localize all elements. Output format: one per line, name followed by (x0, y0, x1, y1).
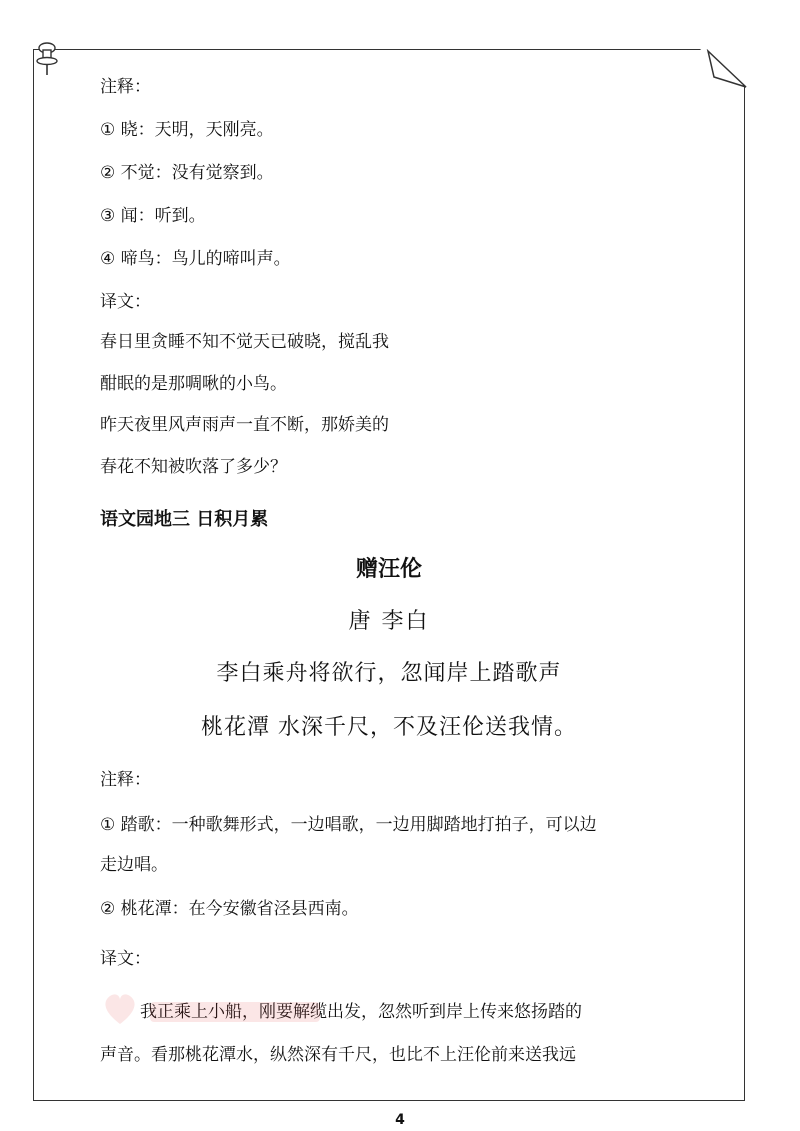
note-item: ① 踏歌：一种歌舞形式，一边唱歌，一边用脚踏地打拍子，可以边 (100, 815, 597, 835)
poem-title: 赠汪伦 (355, 557, 422, 582)
poem-author: 唐 李白 (348, 609, 430, 634)
translation-line: 春日里贪睡不知不觉天已破晓，搅乱我 (100, 332, 389, 352)
note-item: ③ 闻：听到。 (100, 206, 206, 226)
translation-line: 我正乘上小船，刚要解缆出发，忽然听到岸上传来悠扬踏的 (140, 1002, 582, 1022)
notes-label: 注释： (100, 77, 151, 97)
pushpin-icon (34, 40, 60, 76)
translation-line: 昨天夜里风声雨声一直不断，那娇美的 (100, 415, 389, 435)
translation-label: 译文： (100, 292, 151, 312)
translation-line: 酣眠的是那啁啾的小鸟。 (100, 374, 287, 394)
note-item: ① 晓：天明，天刚亮。 (100, 120, 274, 140)
note-item: ④ 啼鸟：鸟儿的啼叫声。 (100, 249, 291, 269)
notes-label: 注释： (100, 770, 151, 790)
note-item: ② 桃花潭：在今安徽省泾县西南。 (100, 899, 359, 919)
poem-line: 桃花潭 水深千尺，不及汪伦送我情。 (201, 715, 577, 740)
note-item-continued: 走边唱。 (100, 855, 168, 875)
folded-corner (700, 49, 748, 97)
section-title: 语文园地三 日积月累 (100, 509, 269, 530)
page-number: 4 (395, 1112, 405, 1128)
translation-line: 声音。看那桃花潭水，纵然深有千尺，也比不上汪伦前来送我远 (100, 1045, 576, 1065)
poem-line: 李白乘舟将欲行，忽闻岸上踏歌声 (216, 661, 562, 686)
note-item: ② 不觉：没有觉察到。 (100, 163, 274, 183)
translation-line: 春花不知被吹落了多少？ (100, 457, 287, 477)
translation-label: 译文： (100, 949, 151, 969)
watermark-heart-icon (100, 990, 330, 1030)
